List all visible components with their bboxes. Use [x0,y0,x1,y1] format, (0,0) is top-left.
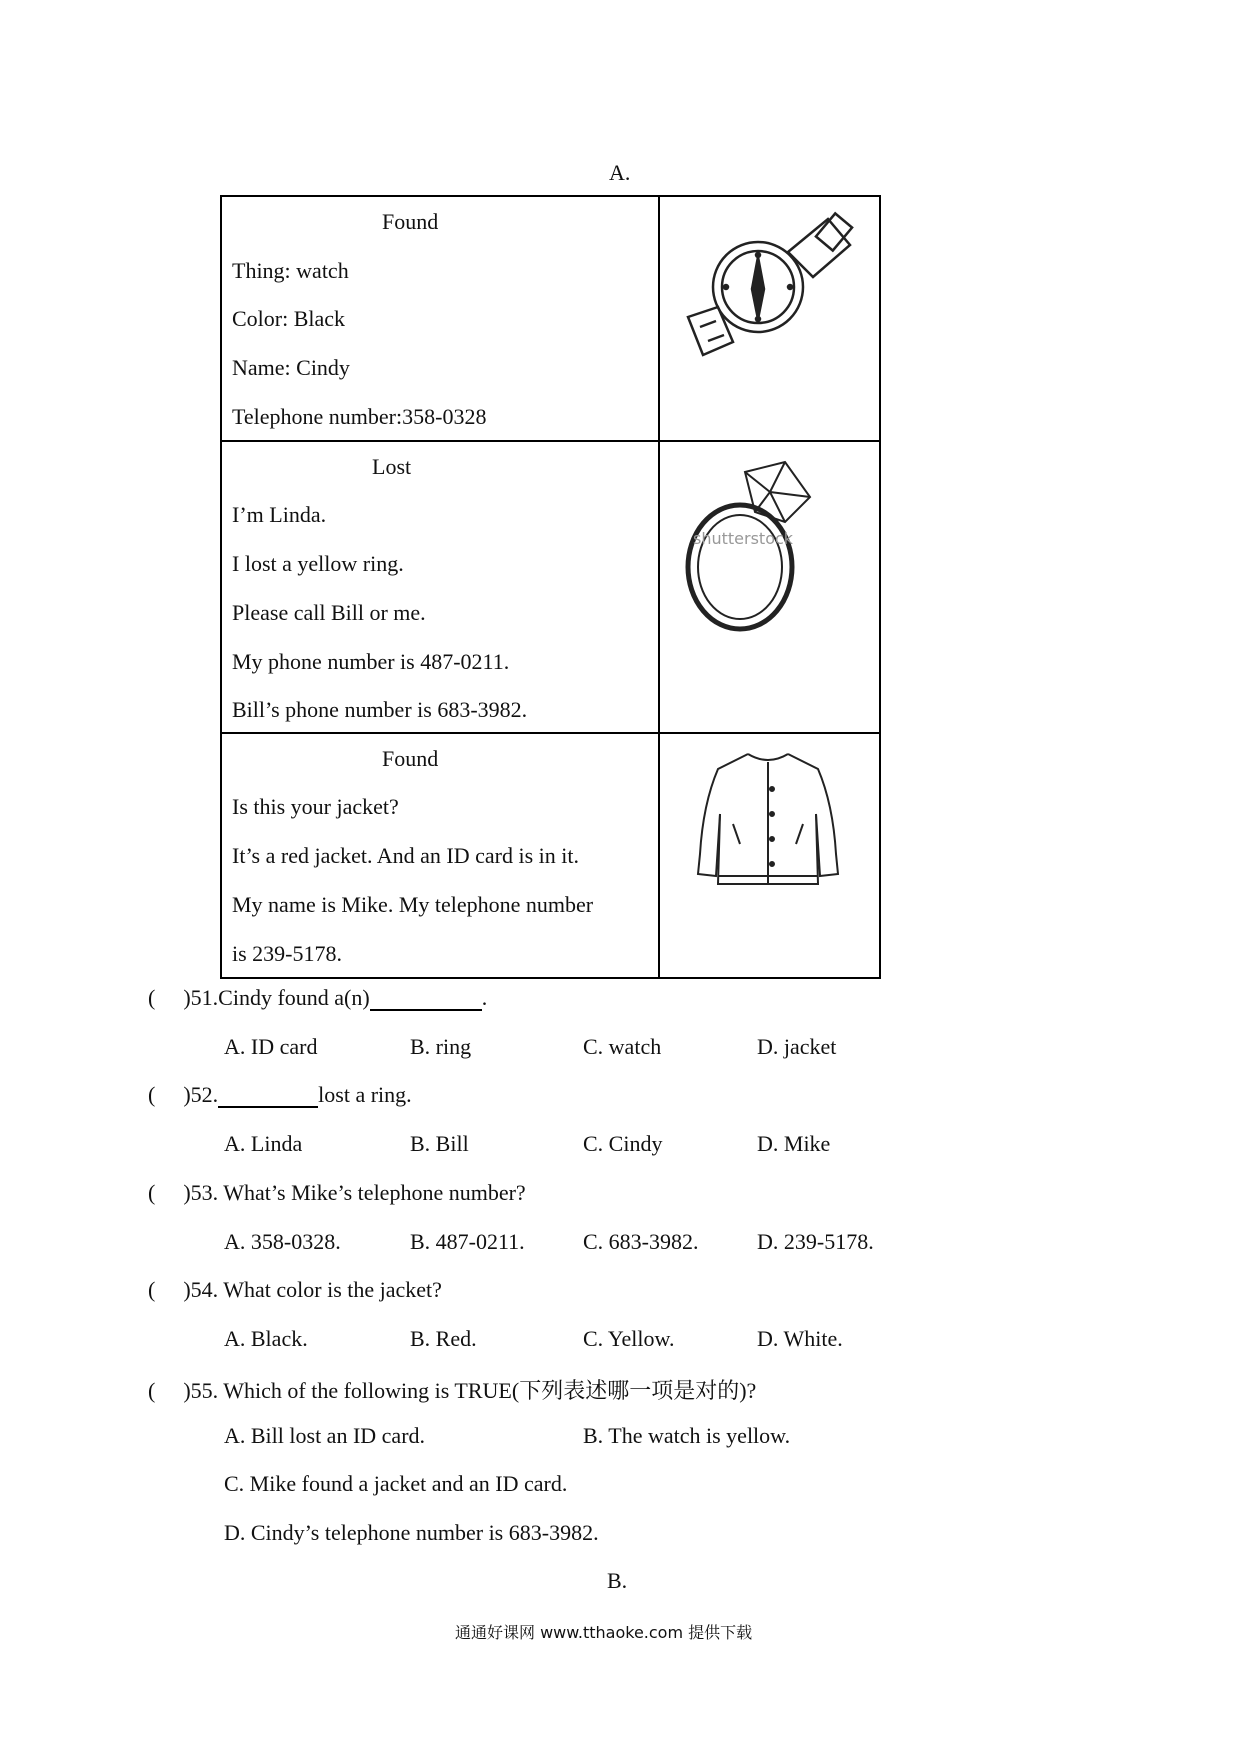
notice-line: Bill’s phone number is 683-3982. [232,697,528,722]
notice-image-cell [659,196,880,441]
question-52: ( )52. lost a ring. [148,1082,412,1107]
option-c[interactable]: C. 683-3982. [583,1229,699,1254]
answer-paren[interactable]: ( [148,1277,156,1302]
option-c[interactable]: C. watch [583,1034,662,1059]
option-b[interactable]: B. The watch is yellow. [583,1423,791,1448]
option-d[interactable]: D. Mike [757,1131,831,1156]
question-number: 51. [190,985,219,1010]
option-d[interactable]: D. Cindy’s telephone number is 683-3982. [224,1520,599,1545]
question-51: ( )51.Cindy found a(n) . [148,985,488,1010]
question-stem: Cindy found a(n) [218,985,370,1010]
option-b[interactable]: B. ring [410,1034,472,1059]
jacket-icon [678,744,858,904]
notice-heading: Found [382,209,439,234]
page-footer: 通通好课网 www.tthaoke.com 提供下载 [455,1623,753,1642]
ring-icon [675,452,845,642]
notice-line: I’m Linda. [232,502,327,527]
option-c[interactable]: C. Cindy [583,1131,663,1156]
question-stem: What color is the jacket? [218,1277,442,1302]
notice-text-cell [221,196,659,441]
option-b[interactable]: B. Bill [410,1131,469,1156]
question-53: ( )53. What’s Mike’s telephone number? [148,1180,526,1205]
notice-text-cell [221,441,659,733]
option-b[interactable]: B. 487-0211. [410,1229,525,1254]
notice-line: is 239-5178. [232,941,342,966]
answer-paren[interactable]: ( [148,1082,156,1107]
notice-line: Thing: watch [232,258,349,283]
notice-line: Telephone number:358-0328 [232,404,487,429]
notice-line: Name: Cindy [232,355,350,380]
option-a[interactable]: A. ID card [224,1034,318,1059]
notice-image-cell [659,733,880,978]
option-c[interactable]: C. Mike found a jacket and an ID card. [224,1471,568,1496]
notice-image-cell [659,441,880,733]
answer-paren[interactable]: ( [148,1180,156,1205]
answer-paren[interactable]: ( [148,985,156,1010]
option-c[interactable]: C. Yellow. [583,1326,675,1351]
notice-line: It’s a red jacket. And an ID card is in it. [232,843,580,868]
watch-icon [678,207,858,367]
notice-line: I lost a yellow ring. [232,551,404,576]
notice-text-cell [221,733,659,978]
notice-row [221,196,880,441]
answer-blank[interactable] [370,987,482,1011]
section-a-title: A. [609,160,631,185]
notice-line: Color: Black [232,306,346,331]
question-54: ( )54. What color is the jacket? [148,1277,442,1302]
question-number: 55. [190,1378,219,1403]
answer-blank[interactable] [218,1084,318,1108]
question-number: 54. [190,1277,219,1302]
section-b-title: B. [607,1568,628,1593]
notice-row [221,733,880,978]
question-55: ( )55. Which of the following is TRUE(下列表述哪一项是对的)? [148,1378,757,1403]
option-a[interactable]: A. Linda [224,1131,303,1156]
question-stem: What’s Mike’s telephone number? [218,1180,526,1205]
notice-line: Is this your jacket? [232,794,399,819]
notice-line: My phone number is 487-0211. [232,649,510,674]
option-d[interactable]: D. 239-5178. [757,1229,874,1254]
question-stem: Which of the following is TRUE(下列表述哪一项是对的)? [218,1378,757,1403]
notice-line: Please call Bill or me. [232,600,426,625]
option-a[interactable]: A. Black. [224,1326,308,1351]
notice-row [221,441,880,733]
option-a[interactable]: A. Bill lost an ID card. [224,1423,426,1448]
option-d[interactable]: D. jacket [757,1034,837,1059]
notice-line: My name is Mike. My telephone number [232,892,594,917]
option-a[interactable]: A. 358-0328. [224,1229,341,1254]
notice-heading: Found [382,746,439,771]
notice-heading: Lost [372,454,412,479]
ring-watermark: shutterstock [693,529,794,548]
option-b[interactable]: B. Red. [410,1326,477,1351]
notices-table [220,195,881,979]
question-stem: lost a ring. [318,1082,412,1107]
answer-paren[interactable]: ( [148,1378,156,1403]
option-d[interactable]: D. White. [757,1326,843,1351]
question-number: 53. [190,1180,219,1205]
question-number: 52. [190,1082,219,1107]
